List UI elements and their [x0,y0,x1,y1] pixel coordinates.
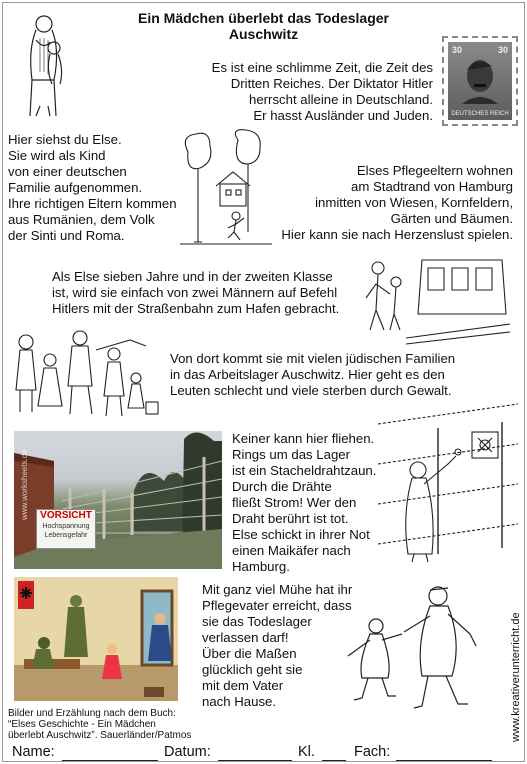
rescue-paragraph: Mit ganz viel Mühe hat ihr Pflegevater erreicht, dass sie das Todeslager verlassen darf! Über die Maßen glücklich geht sie mit dem Vater nach Hause. [202,582,353,709]
stamp-country: DEUTSCHES REICH [451,111,509,117]
tram-paragraph: Als Else sieben Jahre und in der zweiten Klasse ist, wird sie einfach von zwei Männern auf Befehl Hitlers mit der Straßenbahn zum Hafen gebracht. [52,269,340,316]
stamp-value-left: 30 [452,45,463,55]
else-intro-paragraph: Hier siehst du Else. Sie wird als Kind von einer deutschen Familie aufgenommen. Ihre richtigen Eltern kommen aus Rumänien, dem Volk der Sinti und Roma. [8,132,177,243]
father-girl-illustration [340,582,492,712]
date-label: Datum: [164,744,211,760]
portrait-icon [456,52,504,104]
name-label: Name: [12,744,55,760]
fence-paragraph: Keiner kann hier fliehen. Rings um das Lager ist ein Stacheldrahtzaun. Durch die Drähte fließt Strom! Wer den Draht berührt ist tot. Else schickt in ihrer Not einen Maikäfer nach Hamburg. [232,431,377,574]
page-title: Ein Mädchen überlebt das Todeslager Auschwitz [137,10,389,42]
credits: Bilder und Erzählung nach dem Buch: “Elses Geschichte - Ein Mädchen überlebt Auschwitz”. Sauerländer/Patmos [8,708,192,741]
foster-paragraph: Elses Pflegeeltern wohnen am Stadtrand von Hamburg inmitten von Wiesen, Kornfeldern, Gärten und Bäumen. Hier kann sie nach Herzenslust spielen. [281,163,513,242]
fence-photo [14,431,222,569]
trees-house-illustration [180,132,272,250]
subject-label: Fach: [354,744,391,760]
class-line[interactable] [322,760,346,761]
postage-stamp [442,36,518,126]
office-scene-icon [14,577,178,701]
class-label: Kl. [298,744,315,760]
name-line[interactable] [62,760,158,761]
families-illustration [10,320,160,420]
camp-paragraph: Von dort kommt sie mit vielen jüdischen Familien in das Arbeitslager Auschwitz. Hier geht es den Leuten schlecht und viele sterben durch Gewalt. [170,351,456,398]
date-line[interactable] [218,760,292,761]
stamp-value-right: 30 [497,45,508,55]
mother-child-illustration [14,10,76,122]
tram-illustration [362,254,510,344]
subject-line[interactable] [396,760,492,761]
girl-fence-illustration [378,404,518,562]
photo-watermark: www.worksheets.de [20,449,29,520]
warning-sign: VORSICHT Hochspannung Lebensgefahr [36,509,96,549]
office-illustration [14,577,178,701]
intro-paragraph: Es ist eine schlimme Zeit, die Zeit des Dritten Reiches. Der Diktator Hitler herrscht alleine in Deutschland. Er hasst Ausländer und Juden. [211,60,433,123]
website-vertical: www.kreativerunterricht.de [510,612,522,742]
